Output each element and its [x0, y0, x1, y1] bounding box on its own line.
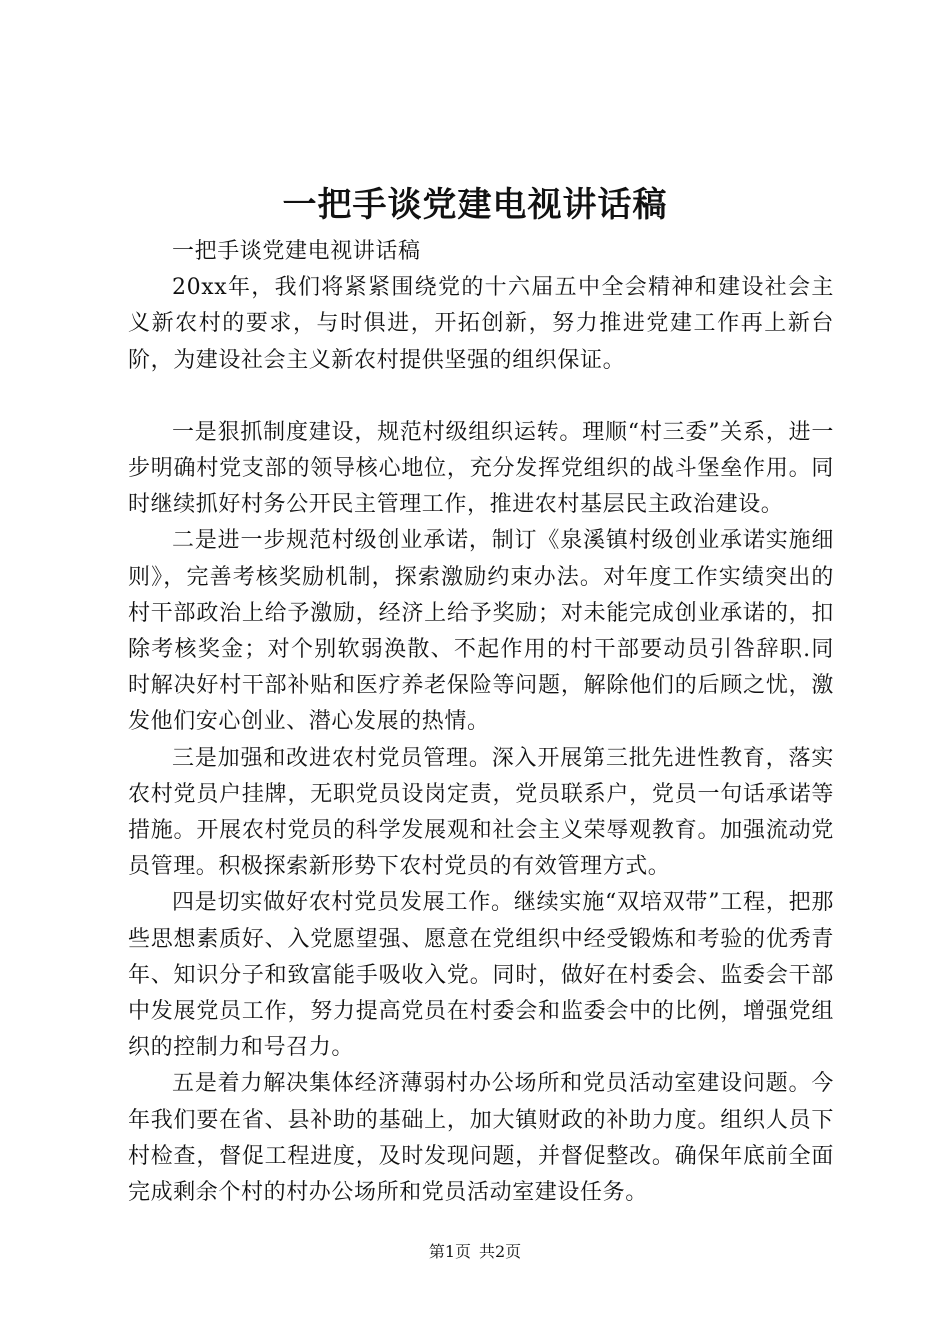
page-total: 共2页: [479, 1242, 522, 1261]
paragraph-intro: 20xx年，我们将紧紧围绕党的十六届五中全会精神和建设社会主义新农村的要求，与时俱进，开拓创新，努力推进党建工作再上新台阶，为建设社会主义新农村提供坚强的组织保证。: [128, 275, 834, 373]
document-title: 一把手谈党建电视讲话稿: [282, 185, 668, 225]
paragraph-point-2: 二是进一步规范村级创业承诺，制订《泉溪镇村级创业承诺实施细则》，完善考核奖励机制，探索激励约束办法。对年度工作实绩突出的村干部政治上给予激励，经济上给予奖励；对未能完成创业承诺的，扣除考核奖金；对个别软弱涣散、不起作用的村干部要动员引咎辞职.同时解决好村干部补贴和医疗养老保险等问题，解除他们的后顾之忧，激发他们安心创业、潜心发展的热情。: [128, 528, 834, 735]
document-body: [128, 234, 834, 1211]
paragraph-point-4: 四是切实做好农村党员发展工作。继续实施“双培双带”工程，把那些思想素质好、入党愿望强、愿意在党组织中经受锻炼和考验的优秀青年、知识分子和致富能手吸收入党。同时，做好在村委会、监委会干部中发展党员工作，努力提高党员在村委会和监委会中的比例，增强党组织的控制力和号召力。: [128, 890, 834, 1061]
paragraph-point-5: 五是着力解决集体经济薄弱村办公场所和党员活动室建设问题。今年我们要在省、县补助的基础上，加大镇财政的补助力度。组织人员下村检查，督促工程进度，及时发现问题，并督促整改。确保年底前全面完成剩余个村的村办公场所和党员活动室建设任务。: [128, 1071, 834, 1206]
page-number: 第1页: [428, 1242, 471, 1261]
paragraph-subtitle: 一把手谈党建电视讲话稿: [172, 239, 421, 264]
paragraph-point-3: 三是加强和改进农村党员管理。深入开展第三批先进性教育，落实农村党员户挂牌，无职党员设岗定责，党员联系户，党员一句话承诺等措施。开展农村党员的科学发展观和社会主义荣辱观教育。加强流动党员管理。积极探索新形势下农村党员的有效管理方式。: [128, 745, 834, 880]
paragraph-point-1: 一是狠抓制度建设，规范村级组织运转。理顺“村三委”关系，进一步明确村党支部的领导核心地位，充分发挥党组织的战斗堡垒作用。同时继续抓好村务公开民主管理工作，推进农村基层民主政治建设。: [128, 419, 834, 518]
page-footer: [0, 1241, 950, 1263]
